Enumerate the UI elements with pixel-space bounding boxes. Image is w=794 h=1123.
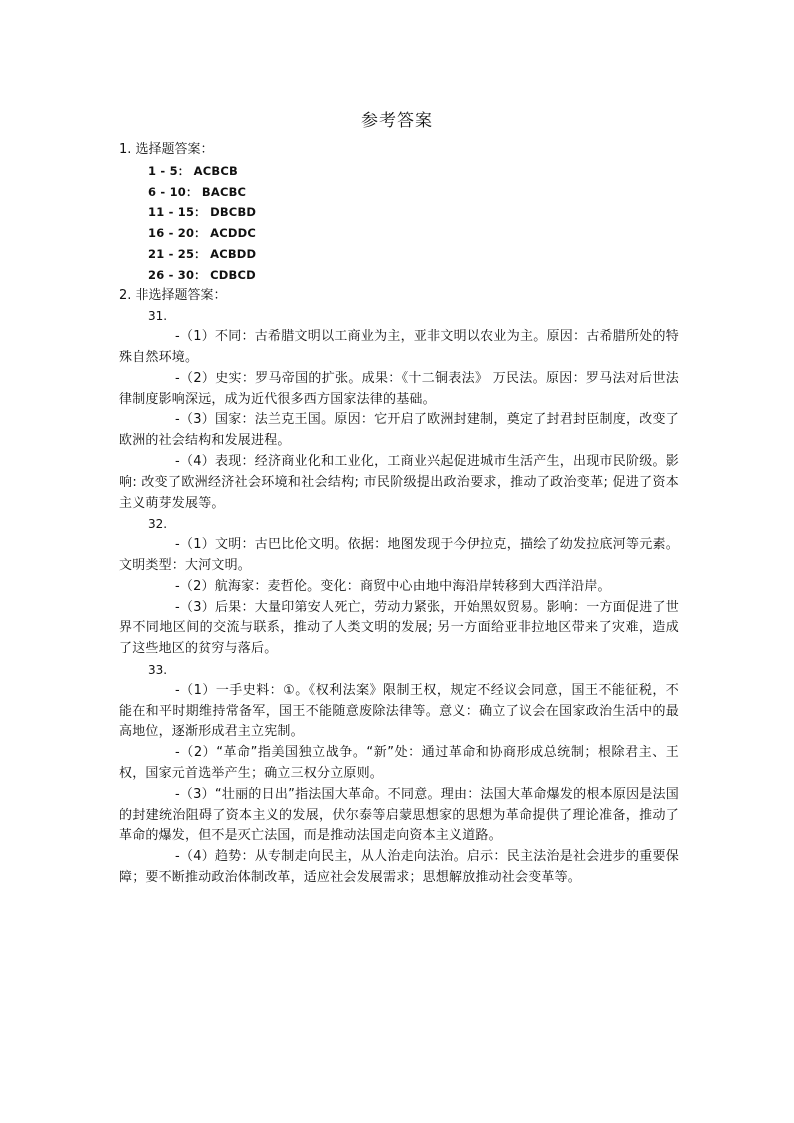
question-33-answer: -（4）趋势：从专制走向民主，从人治走向法治。启示：民主法治是社会进步的重要保障；要不断推动政治体制改革，适应社会发展需求；思想解放推动社会变革等。 [119, 849, 679, 885]
mc-answer-row: 16 - 20： ACDDC [148, 226, 256, 241]
question-31-answer: -（2）史实：罗马帝国的扩张。成果：《十二铜表法》 万民法。原因：罗马法对后世法律制度影响深远，成为近代很多西方国家法律的基础。 [119, 370, 679, 407]
answer-content [119, 140, 679, 889]
question-32-answer: -（1）文明：古巴比伦文明。依据：地图发现于今伊拉克，描绘了幼发拉底河等元素。文明类型：大河文明。 [119, 537, 679, 573]
mc-answer-row: 21 - 25： ACBDD [148, 246, 257, 261]
question-32-answer: -（2）航海家：麦哲伦。变化：商贸中心由地中海沿岸转移到大西洋沿岸。 [175, 578, 611, 594]
mc-answer-row: 11 - 15： DBCBD [148, 205, 257, 220]
question-32-number: 32. [148, 517, 168, 532]
mc-answer-row: 1 - 5： ACBCB [148, 163, 238, 178]
mc-answer-row: 26 - 30： CDBCD [148, 267, 256, 282]
question-33-answer: -（1）一手史料：①。《权利法案》限制王权，规定不经议会同意，国王不能征税，不能在和平时期维持常备军，国王不能随意废除法律等。意义：确立了议会在国家政治生活中的最高地位，逐渐形成君主立宪制。 [119, 682, 679, 740]
question-31-answer: -（3）国家：法兰克王国。原因：它开启了欧洲封建制，奠定了封君封臣制度，改变了欧洲的社会结构和发展进程。 [119, 412, 679, 449]
multiple-choice-heading: 1. 选择题答案： [119, 142, 214, 157]
question-32-answer: -（3）后果：大量印第安人死亡，劳动力紧张，开始黑奴贸易。影响：一方面促进了世界不同地区间的交流与联系，推动了人类文明的发展; 另一方面给亚非拉地区带来了灾难，造成了这些地区的贫穷与落后。 [119, 599, 679, 657]
question-33-answer: -（2）“革命”指美国独立战争。“新”处：通过革命和协商形成总统制；根除君主、王权，国家元首选举产生；确立三权分立原则。 [119, 745, 679, 781]
question-31-answer: -（1）不同：古希腊文明以工商业为主，亚非文明以农业为主。原因：古希腊所处的特殊自然环境。 [119, 329, 679, 365]
question-31-answer: -（4）表现：经济商业化和工业化，工商业兴起促进城市生活产生，出现市民阶级。影响: 改变了欧洲经济社会环境和社会结构; 市民阶级提出政治要求，推动了政治变革; 促进了资本主义萌芽发展等。 [119, 453, 679, 511]
page-title: 参考答案 [361, 111, 433, 131]
question-33-number: 33. [148, 662, 168, 677]
question-31-number: 31. [148, 309, 168, 324]
multiple-choice-answers [119, 161, 679, 286]
non-multiple-choice-heading: 2. 非选择题答案： [119, 287, 227, 303]
question-33-answer: -（3）“壮丽的日出”指法国大革命。不同意。理由：法国大革命爆发的根本原因是法国的封建统治阻碍了资本主义的发展，伏尔泰等启蒙思想家的思想为革命提供了理论准备，推动了革命的爆发，但不是灭亡法国，而是推动法国走向资本主义道路。 [119, 786, 679, 844]
mc-answer-row: 6 - 10： BACBC [148, 184, 247, 199]
